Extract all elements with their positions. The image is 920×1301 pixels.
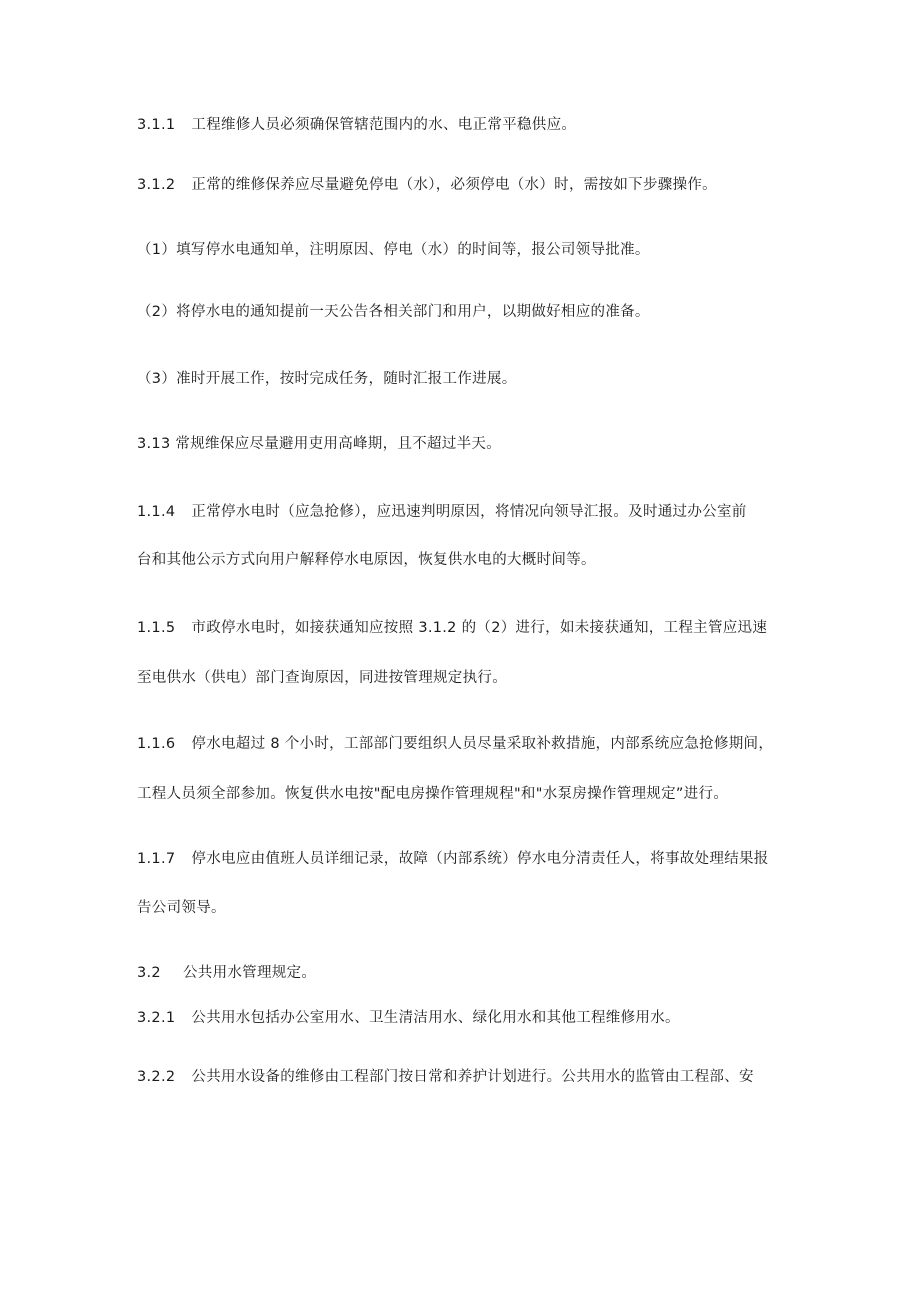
clause-text: 公共用水包括办公室用水、卫生清洁用水、绿化用水和其他工程维修用水。 <box>191 1010 680 1026</box>
clause-number: 1.1.5 <box>137 620 176 636</box>
clause-text: 告公司领导。 <box>137 900 226 916</box>
clause-1-1-7 <box>137 849 817 869</box>
clause-3-2-2 <box>137 1067 817 1087</box>
clause-number: 1.1.6 <box>137 736 176 752</box>
step-1 <box>137 240 817 260</box>
clause-text: 工程人员须全部参加。恢复供水电按"配电房操作管理规程"和"水泵房操作管理规定”进行。 <box>137 786 729 802</box>
step-text: （1）填写停水电通知单，注明原因、停电（水）的时间等，报公司领导批准。 <box>137 242 650 258</box>
section-title: 公共用水管理规定。 <box>182 965 317 981</box>
clause-number: 3.1.2 <box>137 177 176 193</box>
clause-text: 至电供水（供电）部门查询原因，同进按管理规定执行。 <box>137 670 507 686</box>
clause-text: 正常停水电时（应急抢修），应迅速判明原因，将情况向领导汇报。及时通过办公室前 <box>191 504 747 520</box>
clause-3-13 <box>137 434 817 454</box>
clause-1-1-6-cont <box>137 784 817 804</box>
clause-1-1-7-cont <box>137 898 817 918</box>
clause-1-1-4 <box>137 502 817 522</box>
section-number: 3.2 <box>137 965 161 981</box>
step-text: （3）准时开展工作，按时完成任务，随时汇报工作进展。 <box>137 371 517 387</box>
step-text: （2）将停水电的通知提前一天公告各相关部门和用户，以期做好相应的准备。 <box>137 304 650 320</box>
clause-1-1-5 <box>137 618 817 638</box>
clause-number: 3.2.1 <box>137 1010 176 1026</box>
clause-text: 公共用水设备的维修由工程部门按日常和养护计划进行。公共用水的监管由工程部、安 <box>191 1069 754 1085</box>
clause-number: 3.2.2 <box>137 1069 176 1085</box>
clause-1-1-4-cont <box>137 550 817 570</box>
clause-3-1-1 <box>137 115 817 135</box>
clause-3-1-2 <box>137 175 817 195</box>
step-3 <box>137 369 817 389</box>
clause-text: 工程维修人员必须确保管辖范围内的水、电正常平稳供应。 <box>191 117 577 133</box>
clause-number: 3.1.1 <box>137 117 176 133</box>
clause-text: 停水电超过 8 个小时，工部部门要组织人员尽量采取补救措施，内部系统应急抢修期间， <box>191 736 774 752</box>
clause-1-1-5-cont <box>137 668 817 688</box>
clause-number: 1.1.7 <box>137 851 176 867</box>
clause-text: 台和其他公示方式向用户解释停水电原因，恢复供水电的大概时间等。 <box>137 552 596 568</box>
clause-text: 市政停水电时，如接获通知应按照 3.1.2 的（2）进行，如未接获通知，工程主管应迅速 <box>191 620 768 636</box>
clause-3-2-1 <box>137 1008 817 1028</box>
clause-text: 正常的维修保养应尽量避免停电（水），必须停电（水）时，需按如下步骤操作。 <box>191 177 717 193</box>
step-2 <box>137 302 817 322</box>
clause-text: 3.13 常规维保应尽量避用吏用高峰期，且不超过半天。 <box>137 436 501 452</box>
section-3-2 <box>137 963 817 983</box>
clause-number: 1.1.4 <box>137 504 176 520</box>
clause-text: 停水电应由值班人员详细记录，故障（内部系统）停水电分清责任人，将事故处理结果报 <box>191 851 769 867</box>
clause-1-1-6 <box>137 734 817 754</box>
